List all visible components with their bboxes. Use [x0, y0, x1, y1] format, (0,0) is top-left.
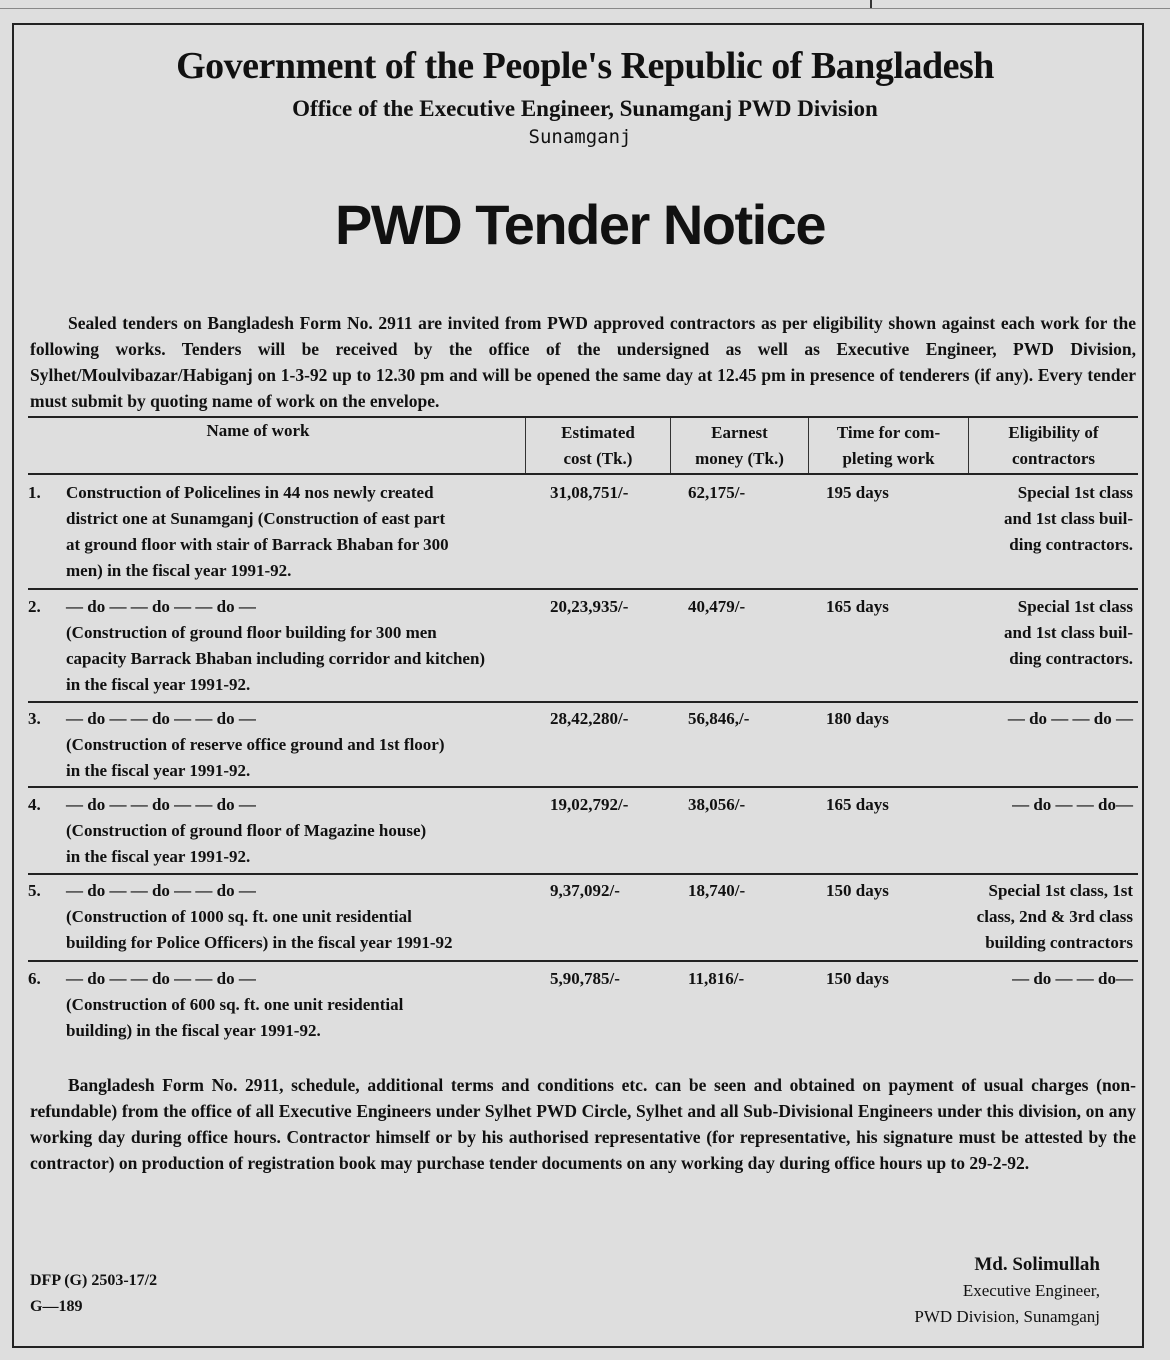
row-eligibility	[963, 966, 1133, 992]
row-earnest-money: 11,816/-	[688, 969, 745, 988]
row-completion-time: 195 days	[826, 483, 889, 502]
row-work-description	[66, 792, 536, 870]
row-completion-time: 180 days	[826, 709, 889, 728]
notice-title: PWD Tender Notice	[335, 193, 825, 256]
work-line: Construction of Policelines in 44 nos newly created	[66, 483, 434, 502]
work-line: — do — — do — — do —	[66, 969, 256, 988]
row-estimated-cost: 5,90,785/-	[550, 969, 620, 988]
office-heading: Office of the Executive Engineer, Sunamganj PWD Division	[292, 96, 878, 121]
row-estimated-cost: 28,42,280/-	[550, 709, 629, 728]
row-completion-time: 150 days	[826, 881, 889, 900]
work-line: in the fiscal year 1991-92.	[66, 761, 251, 780]
work-line: — do — — do — — do —	[66, 795, 256, 814]
row-separator	[28, 873, 1138, 875]
row-work-description	[66, 480, 536, 584]
row-work-description	[66, 966, 536, 1044]
work-line: (Construction of ground floor building for 300 men	[66, 623, 437, 642]
signatory-name: Md. Solimullah	[974, 1254, 1100, 1275]
work-line: (Construction of ground floor of Magazine house)	[66, 821, 427, 840]
row-eligibility	[963, 792, 1133, 818]
row-earnest-money: 56,846,/-	[688, 709, 750, 728]
header-money-line2: money (Tk.)	[695, 449, 784, 468]
work-line: (Construction of 1000 sq. ft. one unit residential	[66, 907, 412, 926]
header-name-of-work: Name of work	[206, 421, 310, 440]
row-number: 2.	[28, 597, 41, 616]
top-border	[0, 0, 1170, 9]
government-heading: Government of the People's Republic of Bangladesh	[176, 45, 994, 87]
eligibility-line: — do — — do—	[1012, 969, 1133, 988]
intro-paragraph: Sealed tenders on Bangladesh Form No. 2911 are invited from PWD approved contractors as per eligibility shown against each work for the following works. Tenders will be received by the office of the undersigned as well as Executive Engineer, PWD Division, Sylhet/Moulvibazar/Habiganj on 1-3-92 up to 12.30 pm and will be opened the same day at 12.45 pm in presence of tenderers (if any). Every tender must submit by quoting name of work on the envelope.	[30, 313, 1136, 411]
signatory-designation: Executive Engineer,	[962, 1281, 1100, 1300]
top-tick	[870, 0, 872, 8]
eligibility-line: ding contractors.	[1009, 535, 1133, 554]
work-line: — do — — do — — do —	[66, 709, 256, 728]
header-cost-line2: cost (Tk.)	[563, 449, 633, 468]
eligibility-line: ding contractors.	[1009, 649, 1133, 668]
row-eligibility	[963, 878, 1133, 956]
terms-paragraph: Bangladesh Form No. 2911, schedule, additional terms and conditions etc. can be seen and obtained on payment of usual charges (non-refundable) from the office of all Executive Engineers under Sylhet PWD Circle, Sylhet and all Sub-Divisional Engineers under this division, on any working day during office hours. Contractor himself or by his authorised representative (for representative, his signature must be attested by the contractor) on production of registration book may purchase tender documents on any working day during office hours up to 29-2-92.	[30, 1075, 1136, 1173]
reference-line2: G—189	[30, 1298, 83, 1315]
header-time	[809, 420, 968, 472]
work-line: at ground floor with stair of Barrack Bhaban for 300	[66, 535, 449, 554]
eligibility-line: class, 2nd & 3rd class	[976, 907, 1133, 926]
place-heading: Sunamganj	[528, 126, 632, 148]
work-line: building for Police Officers) in the fiscal year 1991-92	[66, 933, 453, 952]
work-line: in the fiscal year 1991-92.	[66, 847, 251, 866]
row-separator	[28, 701, 1138, 703]
eligibility-line: Special 1st class, 1st	[988, 881, 1133, 900]
row-completion-time: 150 days	[826, 969, 889, 988]
work-line: — do — — do — — do —	[66, 597, 256, 616]
eligibility-line: Special 1st class	[1017, 483, 1133, 502]
work-line: in the fiscal year 1991-92.	[66, 675, 251, 694]
work-line: (Construction of reserve office ground and 1st floor)	[66, 735, 445, 754]
reference-code	[30, 1268, 157, 1320]
eligibility-line: building contractors	[985, 933, 1133, 952]
row-eligibility	[963, 480, 1133, 558]
row-estimated-cost: 31,08,751/-	[550, 483, 629, 502]
row-earnest-money: 18,740/-	[688, 881, 746, 900]
reference-line1: DFP (G) 2503-17/2	[30, 1272, 158, 1289]
header-time-line1: Time for com-	[836, 423, 941, 442]
signature-block	[860, 1252, 1100, 1330]
row-completion-time: 165 days	[826, 795, 889, 814]
row-work-description	[66, 878, 536, 956]
header-elig-line1: Eligibility of	[1008, 423, 1099, 442]
work-line: men) in the fiscal year 1991-92.	[66, 561, 292, 580]
row-work-description	[66, 594, 536, 698]
header-elig-line2: contractors	[1011, 449, 1096, 468]
work-line: building) in the fiscal year 1991-92.	[66, 1021, 321, 1040]
row-earnest-money: 38,056/-	[688, 795, 746, 814]
eligibility-line: — do — — do—	[1012, 795, 1133, 814]
work-line: — do — — do — — do —	[66, 881, 256, 900]
row-number: 3.	[28, 709, 41, 728]
row-separator	[28, 786, 1138, 788]
row-work-description	[66, 706, 536, 784]
row-number: 1.	[28, 483, 41, 502]
signatory-office: PWD Division, Sunamganj	[914, 1307, 1100, 1326]
row-eligibility	[963, 594, 1133, 672]
work-line: capacity Barrack Bhaban including corridor and kitchen)	[66, 649, 486, 668]
row-estimated-cost: 20,23,935/-	[550, 597, 629, 616]
row-estimated-cost: 19,02,792/-	[550, 795, 629, 814]
row-completion-time: 165 days	[826, 597, 889, 616]
eligibility-line: and 1st class buil-	[1004, 623, 1133, 642]
row-earnest-money: 40,479/-	[688, 597, 746, 616]
row-number: 6.	[28, 969, 41, 988]
header-estimated-cost	[526, 420, 670, 472]
table-header-rule	[28, 473, 1138, 475]
header-money-line1: Earnest	[711, 423, 768, 442]
header-eligibility	[969, 420, 1138, 472]
header-time-line2: pleting work	[842, 449, 935, 468]
row-estimated-cost: 9,37,092/-	[550, 881, 620, 900]
header-cost-line1: Estimated	[561, 423, 635, 442]
row-separator	[28, 588, 1138, 590]
eligibility-line: Special 1st class	[1017, 597, 1133, 616]
eligibility-line: — do — — do —	[1007, 709, 1133, 728]
row-earnest-money: 62,175/-	[688, 483, 746, 502]
row-number: 4.	[28, 795, 41, 814]
row-number: 5.	[28, 881, 41, 900]
work-line: (Construction of 600 sq. ft. one unit residential	[66, 995, 404, 1014]
row-separator	[28, 960, 1138, 962]
eligibility-line: and 1st class buil-	[1004, 509, 1133, 528]
header-earnest-money	[671, 420, 808, 472]
row-eligibility	[963, 706, 1133, 732]
work-line: district one at Sunamganj (Construction of east part	[66, 509, 446, 528]
